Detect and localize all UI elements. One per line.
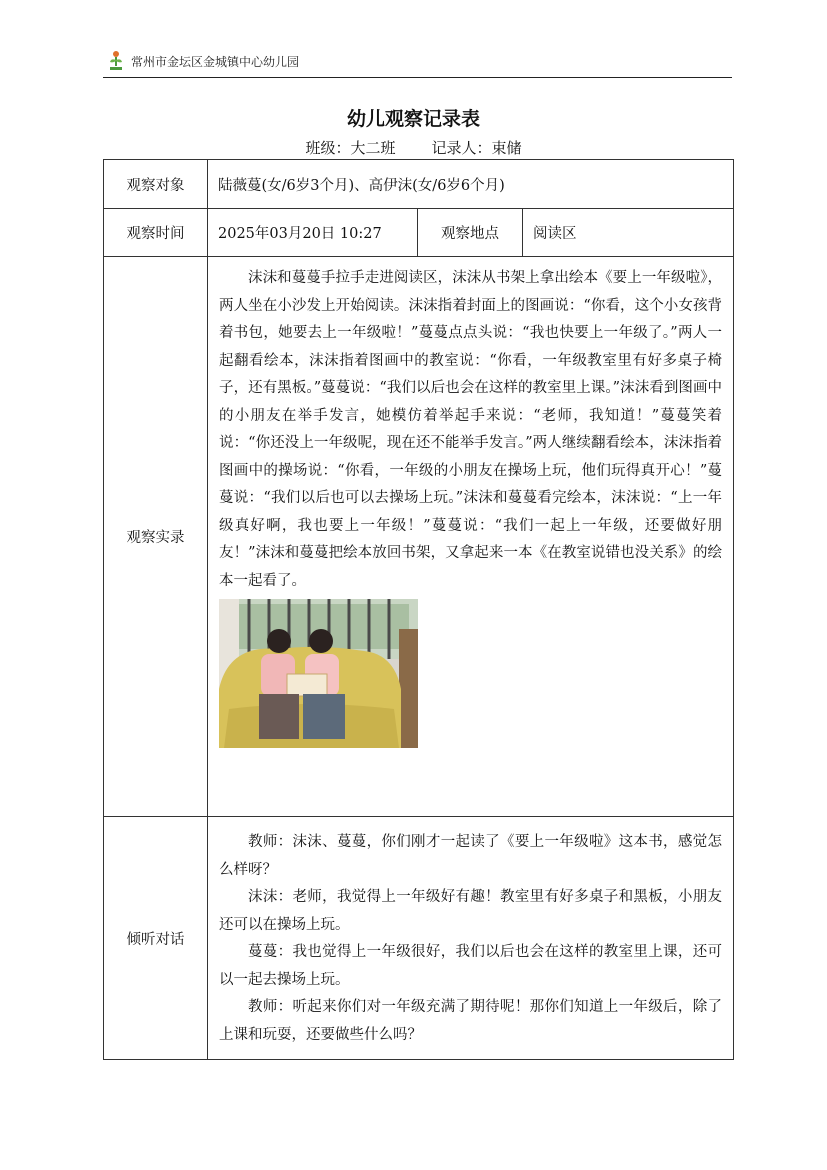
location-value: 阅读区 xyxy=(523,209,734,257)
page-title: 幼儿观察记录表 xyxy=(346,108,480,130)
subject-value: 陆薇蔓(女/6岁3个月)、高伊沫(女/6岁6个月) xyxy=(208,160,734,209)
dialog-line: 教师：听起来你们对一年级充满了期待呢！那你们知道上一年级后，除了上课和玩耍，还要做些什么吗？ xyxy=(219,999,723,1043)
recorder-text: 记录人：束储 xyxy=(431,139,522,157)
kindergarten-logo-icon xyxy=(107,50,125,72)
reading-photo xyxy=(219,599,418,748)
class-text: 班级：大二班 xyxy=(305,139,396,157)
school-name: 常州市金坛区金城镇中心幼儿园 xyxy=(131,55,300,69)
record-cell xyxy=(208,257,734,817)
dialog-line: 教师：沫沫、蔓蔓，你们刚才一起读了《要上一年级啦》这本书，感觉怎么样呀？ xyxy=(219,834,723,878)
subject-row xyxy=(104,160,734,209)
time-label: 观察时间 xyxy=(104,209,208,257)
record-row xyxy=(104,257,734,817)
page-subtitle xyxy=(0,137,827,158)
subject-label: 观察对象 xyxy=(104,160,208,209)
time-value: 2025年03月20日 10:27 xyxy=(208,209,418,257)
page-header xyxy=(103,48,732,78)
dialog-line: 沫沫：老师，我觉得上一年级好有趣！教室里有好多桌子和黑板，小朋友还可以在操场上玩。 xyxy=(219,889,723,933)
observation-table xyxy=(103,159,734,1060)
dialog-row xyxy=(104,817,734,1060)
dialog-line: 蔓蔓：我也觉得上一年级很好，我们以后也会在这样的教室里上课，还可以一起去操场上玩。 xyxy=(219,944,723,988)
dialog-cell xyxy=(208,817,734,1060)
dialog-label: 倾听对话 xyxy=(104,817,208,1060)
location-label: 观察地点 xyxy=(418,209,523,257)
time-row xyxy=(104,209,734,257)
record-text: 沫沫和蔓蔓手拉手走进阅读区，沫沫从书架上拿出绘本《要上一年级啦》，两人坐在小沙发上开始阅读。沫沫指着封面上的图画说：“你看，这个小女孩背着书包，她要去上一年级啦！”蔓蔓点点头说：“我也快要上一年级了。”两人一起翻看绘本，沫沫指着图画中的教室说：“你看，一年级教室里有好多桌子椅子，还有黑板。”蔓蔓说：“我们以后也会在这样的教室里上课。”沫沫看到图画中的小朋友在举手发言，她模仿着举起手来说：“老师，我知道！”蔓蔓笑着说：“你还没上一年级呢，现在还不能举手发言。”两人继续翻看绘本，沫沫指着图画中的操场说：“你看，一年级的小朋友在操场上玩，他们玩得真开心！”蔓蔓说：“我们以后也可以去操场上玩。”沫沫和蔓蔓看完绘本，沫沫说：“上一年级真好啊，我也要上一年级！”蔓蔓说：“我们一起上一年级，还要做好朋友！”沫沫和蔓蔓把绘本放回书架，又拿起来一本《在教室说错也没关系》的绘本一起看了。 xyxy=(219,270,723,589)
record-label: 观察实录 xyxy=(104,257,208,817)
